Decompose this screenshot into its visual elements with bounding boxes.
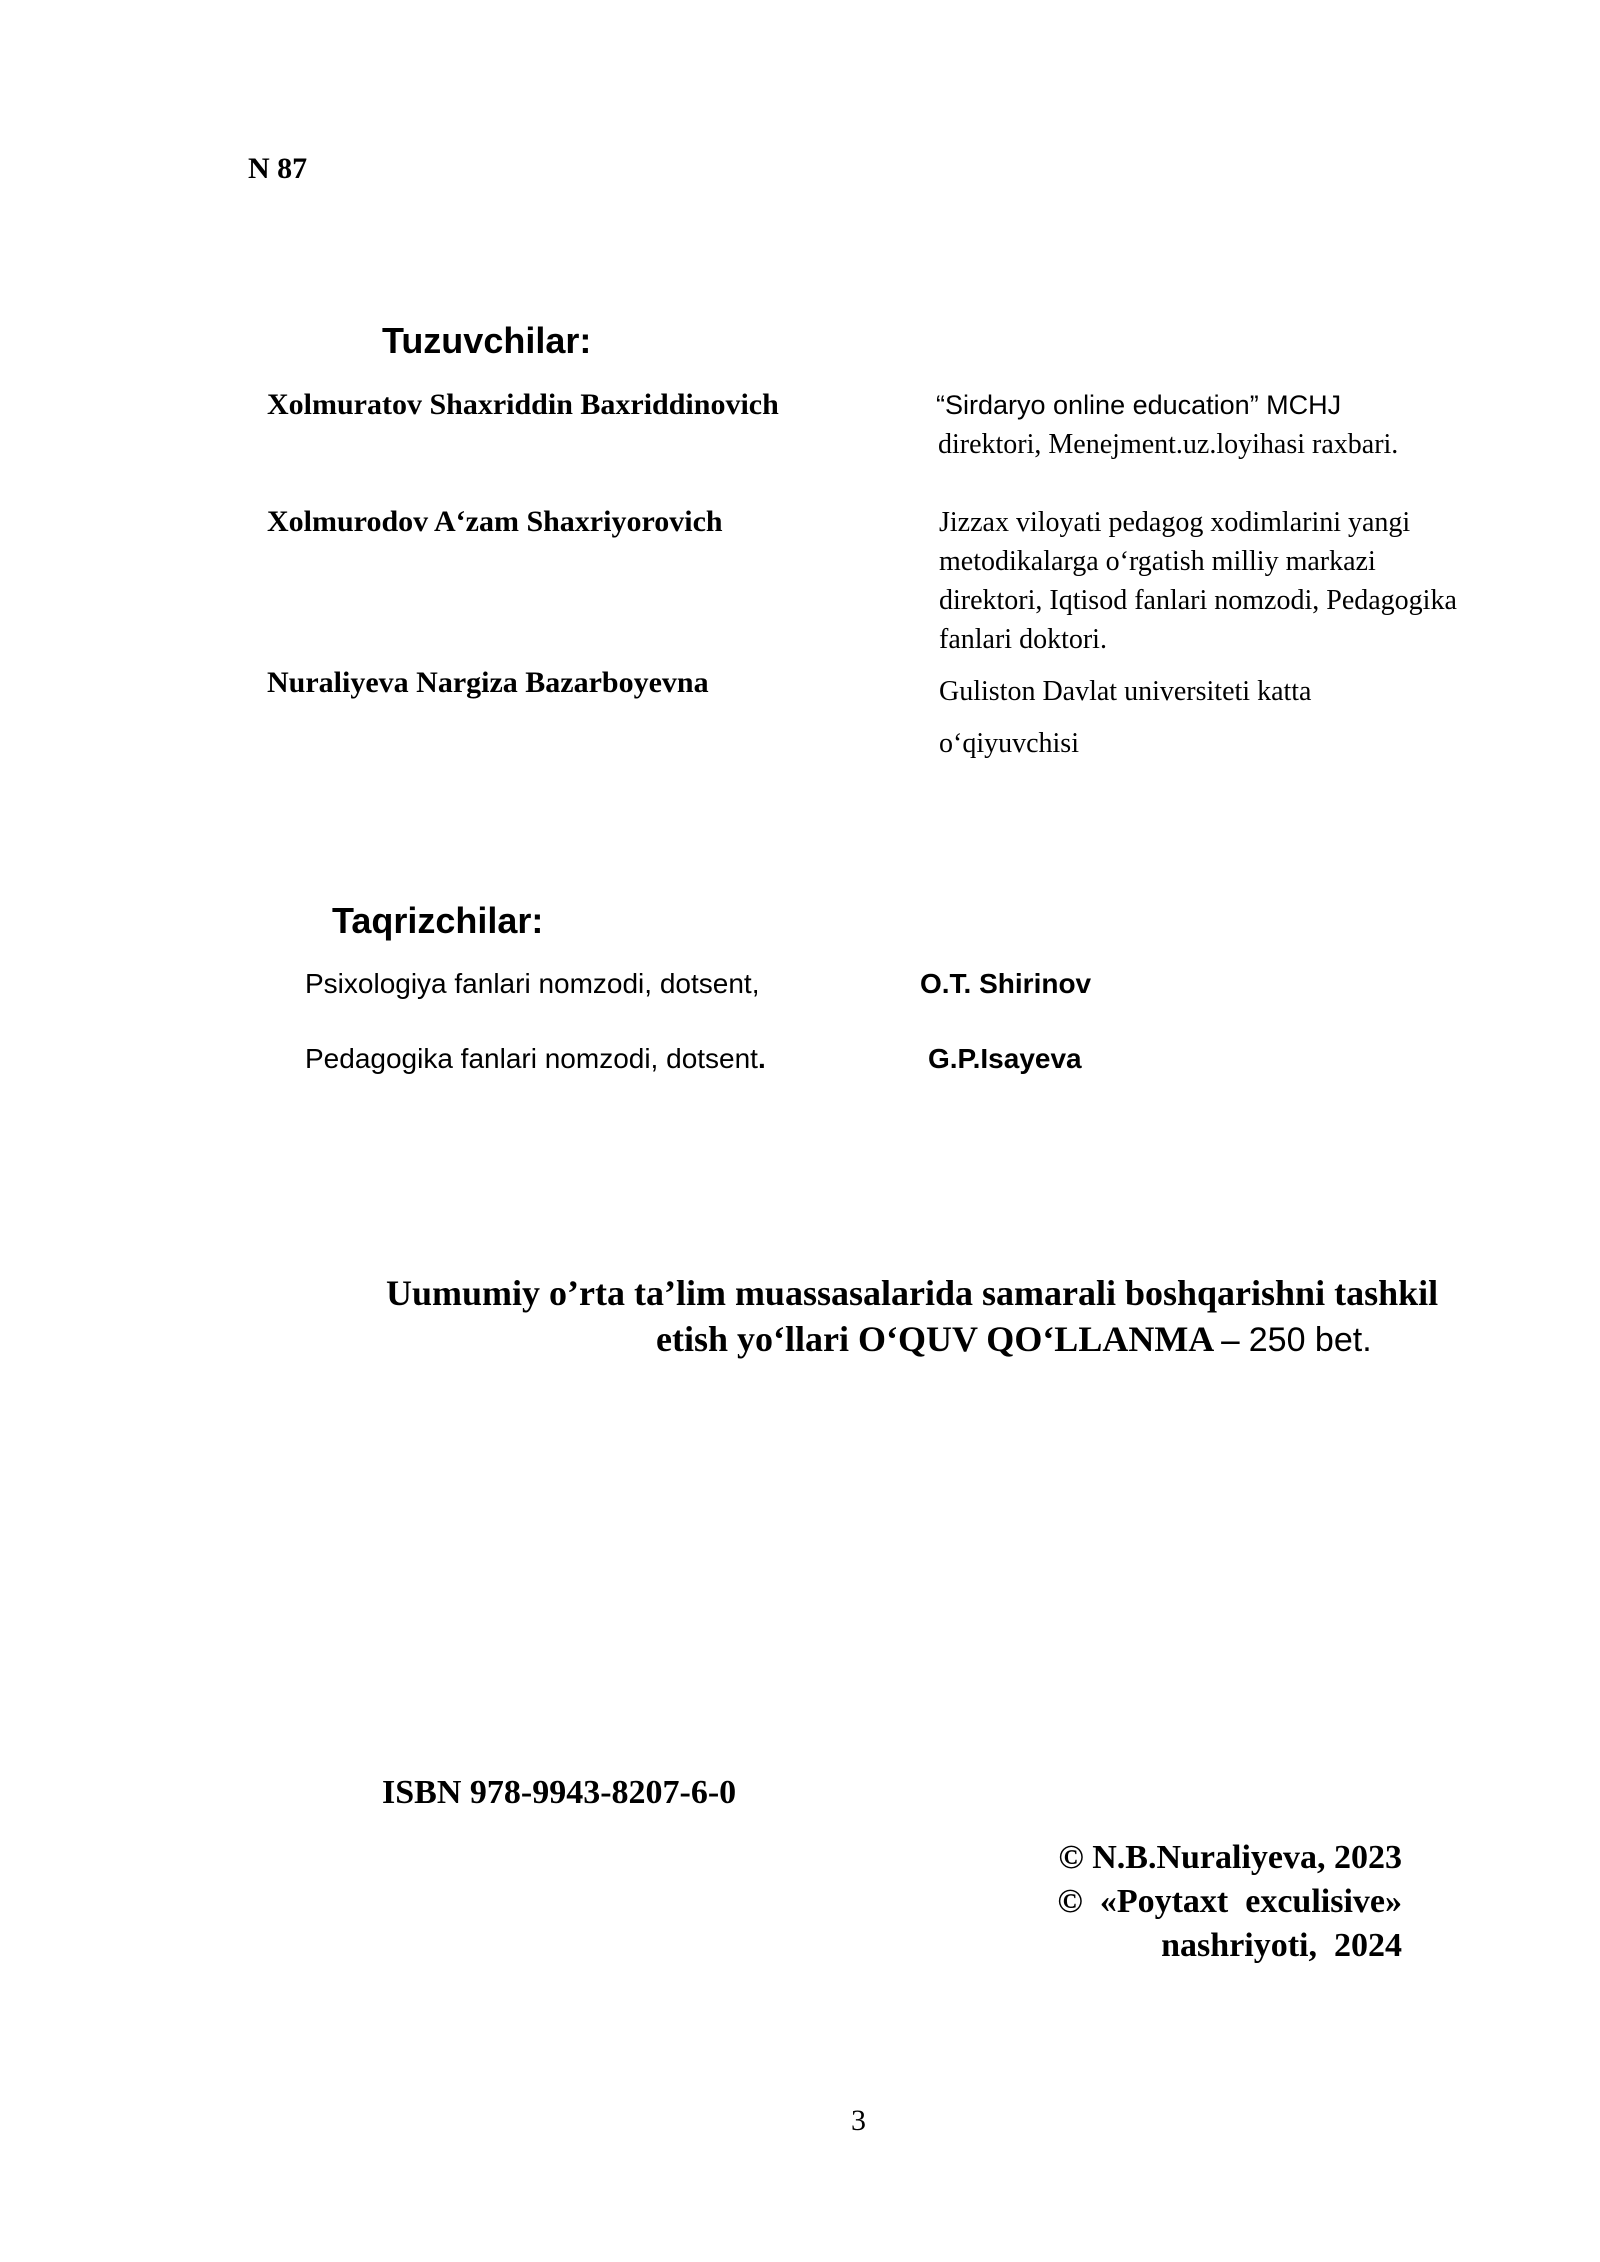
compiler-name: Xolmuratov Shaxriddin Baxriddinovich [267,388,779,421]
compiler-name: Nuraliyeva Nargiza Bazarboyevna [267,666,709,699]
compiler-description-line: metodikalarga o‘rgatish milliy markazi [939,546,1376,577]
compiler-description-line: direktori, Iqtisod fanlari nomzodi, Pedagogika [939,585,1457,616]
compiler-description [939,666,1311,770]
copyright [900,1836,1402,1968]
reviewer-title-period: . [757,1043,766,1074]
copyright-line: © N.B.Nuraliyeva, 2023 [1058,1839,1402,1876]
catalog-code: N 87 [248,152,308,185]
book-title-line2-text: etish yo‘llari O‘QUV QO‘LLANMA – [656,1319,1240,1359]
reviewer-title [305,1043,766,1075]
compiler-name: Xolmurodov A‘zam Shaxriyorovich [267,505,723,538]
compiler-description-line: “Sirdaryo online education” MCHJ [936,390,1342,420]
compilers-heading: Tuzuvchilar: [382,320,592,361]
reviewers-heading: Taqrizchilar: [332,900,544,941]
compiler-description-line: o‘qiyuvchisi [939,728,1079,759]
compiler-description-line: Jizzax viloyati pedagog xodimlarini yangi [939,507,1411,538]
page-number: 3 [851,2104,866,2137]
page-count: 250 bet. [1239,1321,1372,1359]
compiler-description-line: Guliston Davlat universiteti katta [939,676,1312,707]
reviewer-name: O.T. Shirinov [920,968,1092,999]
compiler-description [936,386,1398,464]
copyright-line: nashriyoti, 2024 [1161,1927,1402,1964]
compiler-description [939,503,1457,659]
book-title-line [386,1316,1516,1363]
copyright-line: © «Poytaxt exculisive» [1057,1883,1402,1920]
reviewer-title: Psixologiya fanlari nomzodi, dotsent, [305,968,760,999]
compiler-description-line: fanlari doktori. [939,624,1107,655]
reviewer-title-text: Pedagogika fanlari nomzodi, dotsent [305,1043,758,1074]
compiler-description-line: direktori, Menejment.uz.loyihasi raxbari. [938,429,1399,460]
book-title-line: Uumumiy o’rta ta’lim muassasalarida samarali boshqarishni tashkil [386,1273,1439,1313]
reviewer-name: G.P.Isayeva [928,1043,1082,1074]
book-title [386,1270,1516,1363]
isbn: ISBN 978-9943-8207-6-0 [382,1774,737,1811]
